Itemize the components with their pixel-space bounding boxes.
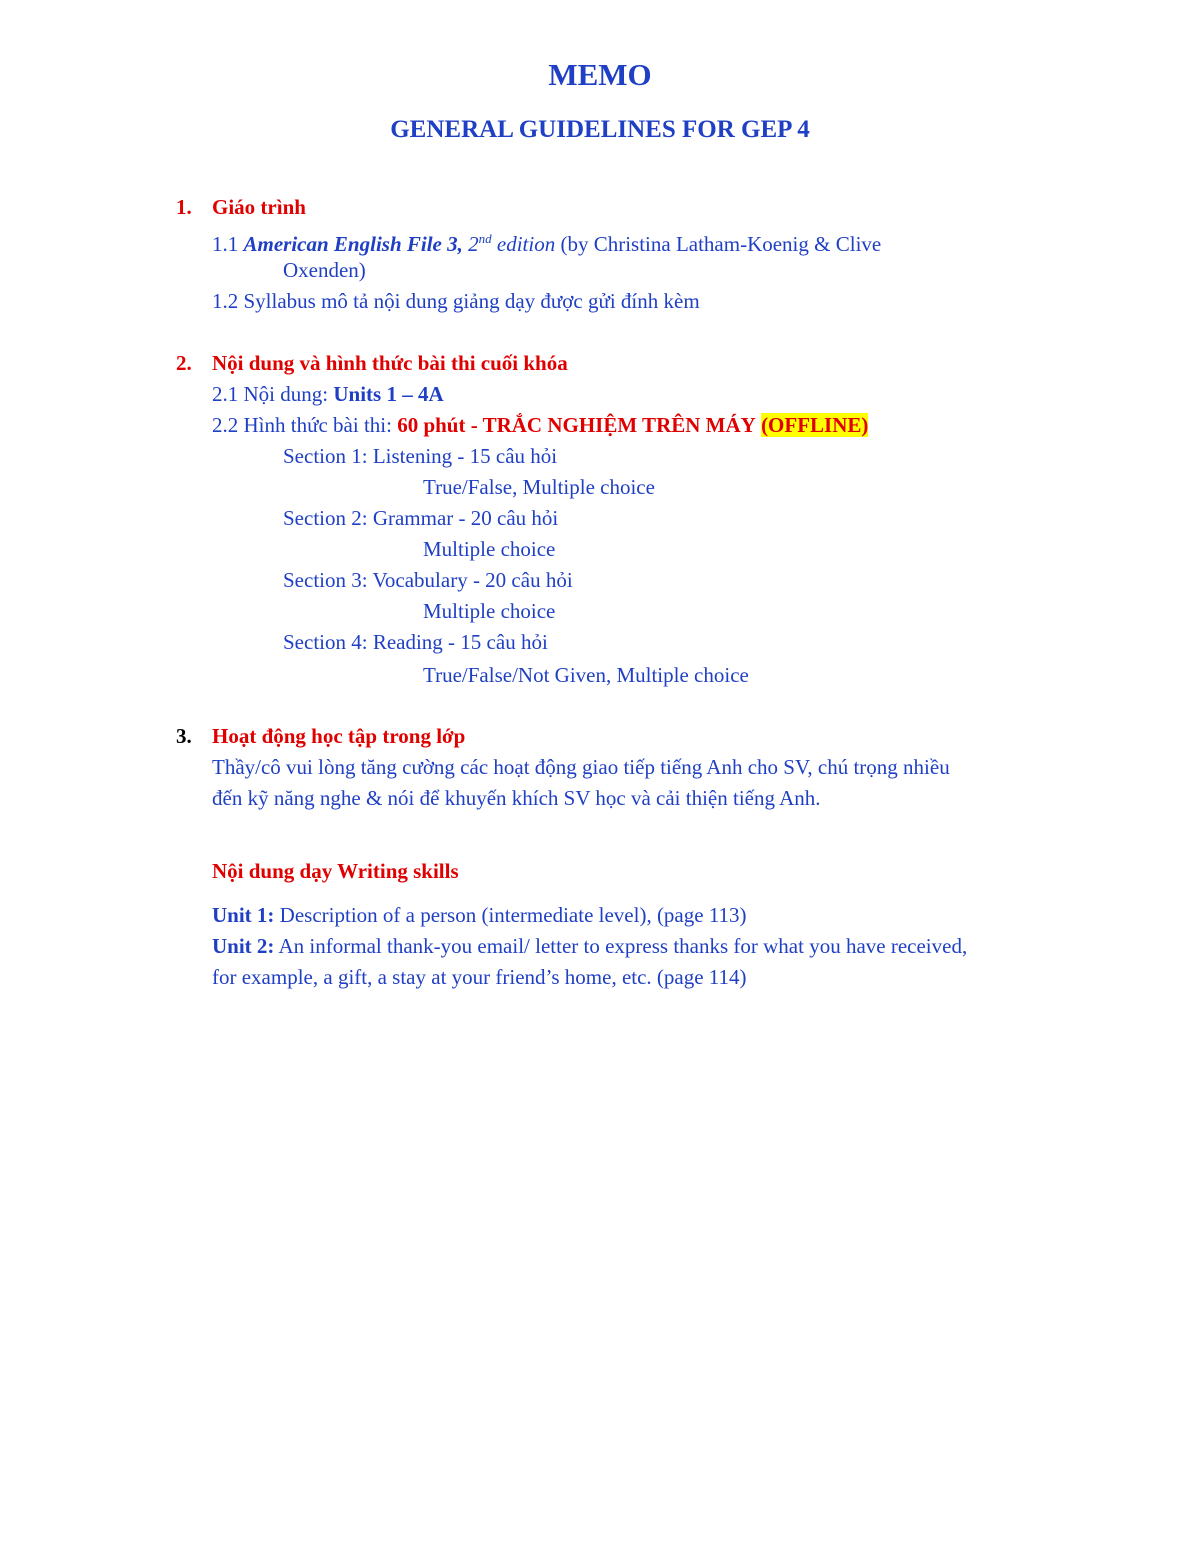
section-1-label: Section 1: Listening - 15 câu hỏi xyxy=(283,444,558,468)
textbook-title: American English File 3, xyxy=(243,232,463,256)
exam-format-line xyxy=(212,412,868,438)
document-subtitle: GENERAL GUIDELINES FOR GEP 4 xyxy=(390,116,810,143)
unit-2-label: Unit 2: xyxy=(212,934,275,958)
section-1-number: 1. xyxy=(176,195,192,219)
textbook-line xyxy=(212,226,881,257)
memo-title: MEMO xyxy=(548,57,652,92)
unit-1-line xyxy=(212,902,747,928)
exam-content-label: 2.1 Nội dung: xyxy=(212,382,329,406)
section-3-type: Multiple choice xyxy=(423,599,556,623)
exam-content-line xyxy=(212,381,444,407)
unit-2-line-cont: for example, a gift, a stay at your friend’s home, etc. (page 114) xyxy=(212,965,747,989)
section-4-type: True/False/Not Given, Multiple choice xyxy=(423,663,749,687)
textbook-authors-cont: Oxenden) xyxy=(283,258,366,282)
textbook-edition xyxy=(468,232,555,256)
exam-format-offline: (OFFLINE) xyxy=(761,413,869,437)
syllabus-line xyxy=(212,288,700,314)
section-1-type: True/False, Multiple choice xyxy=(423,475,655,499)
section-2-label: Section 2: Grammar - 20 câu hỏi xyxy=(283,506,559,530)
edition-suffix: nd xyxy=(478,231,492,246)
exam-content-value: Units 1 – 4A xyxy=(333,382,444,406)
textbook-authors: (by Christina Latham-Koenig & Clive xyxy=(560,232,882,256)
unit-2-text: An informal thank-you email/ letter to express thanks for what you have received, xyxy=(278,934,968,958)
section-2-number: 2. xyxy=(176,351,192,375)
edition-word: edition xyxy=(496,232,556,256)
exam-format-label: 2.2 Hình thức bài thi: xyxy=(212,413,392,437)
syllabus-text: Syllabus mô tả nội dung giảng dạy được gửi đính kèm xyxy=(243,289,700,313)
edition-number: 2 xyxy=(468,232,479,256)
section-2-type: Multiple choice xyxy=(423,537,556,561)
syllabus-item-number: 1.2 xyxy=(212,289,239,313)
unit-2-line xyxy=(212,933,967,959)
class-activity-text-line-2: đến kỹ năng nghe & nói để khuyến khích SV học và cải thiện tiếng Anh. xyxy=(212,786,821,810)
writing-skills-heading: Nội dung dạy Writing skills xyxy=(212,859,459,883)
textbook-item-number: 1.1 xyxy=(212,232,239,256)
unit-1-label: Unit 1: xyxy=(212,903,275,927)
unit-1-text: Description of a person (intermediate level), (page 113) xyxy=(279,903,747,927)
section-2-heading: Nội dung và hình thức bài thi cuối khóa xyxy=(212,351,568,375)
section-3-heading: Hoạt động học tập trong lớp xyxy=(212,724,466,748)
exam-format-value: 60 phút - TRẮC NGHIỆM TRÊN MÁY xyxy=(397,413,756,437)
section-1-heading: Giáo trình xyxy=(212,195,306,219)
section-3-label: Section 3: Vocabulary - 20 câu hỏi xyxy=(283,568,573,592)
class-activity-text-line-1: Thầy/cô vui lòng tăng cường các hoạt động giao tiếp tiếng Anh cho SV, chú trọng nhiều xyxy=(212,755,950,779)
section-4-label: Section 4: Reading - 15 câu hỏi xyxy=(283,630,548,654)
section-3-number: 3. xyxy=(176,724,192,748)
